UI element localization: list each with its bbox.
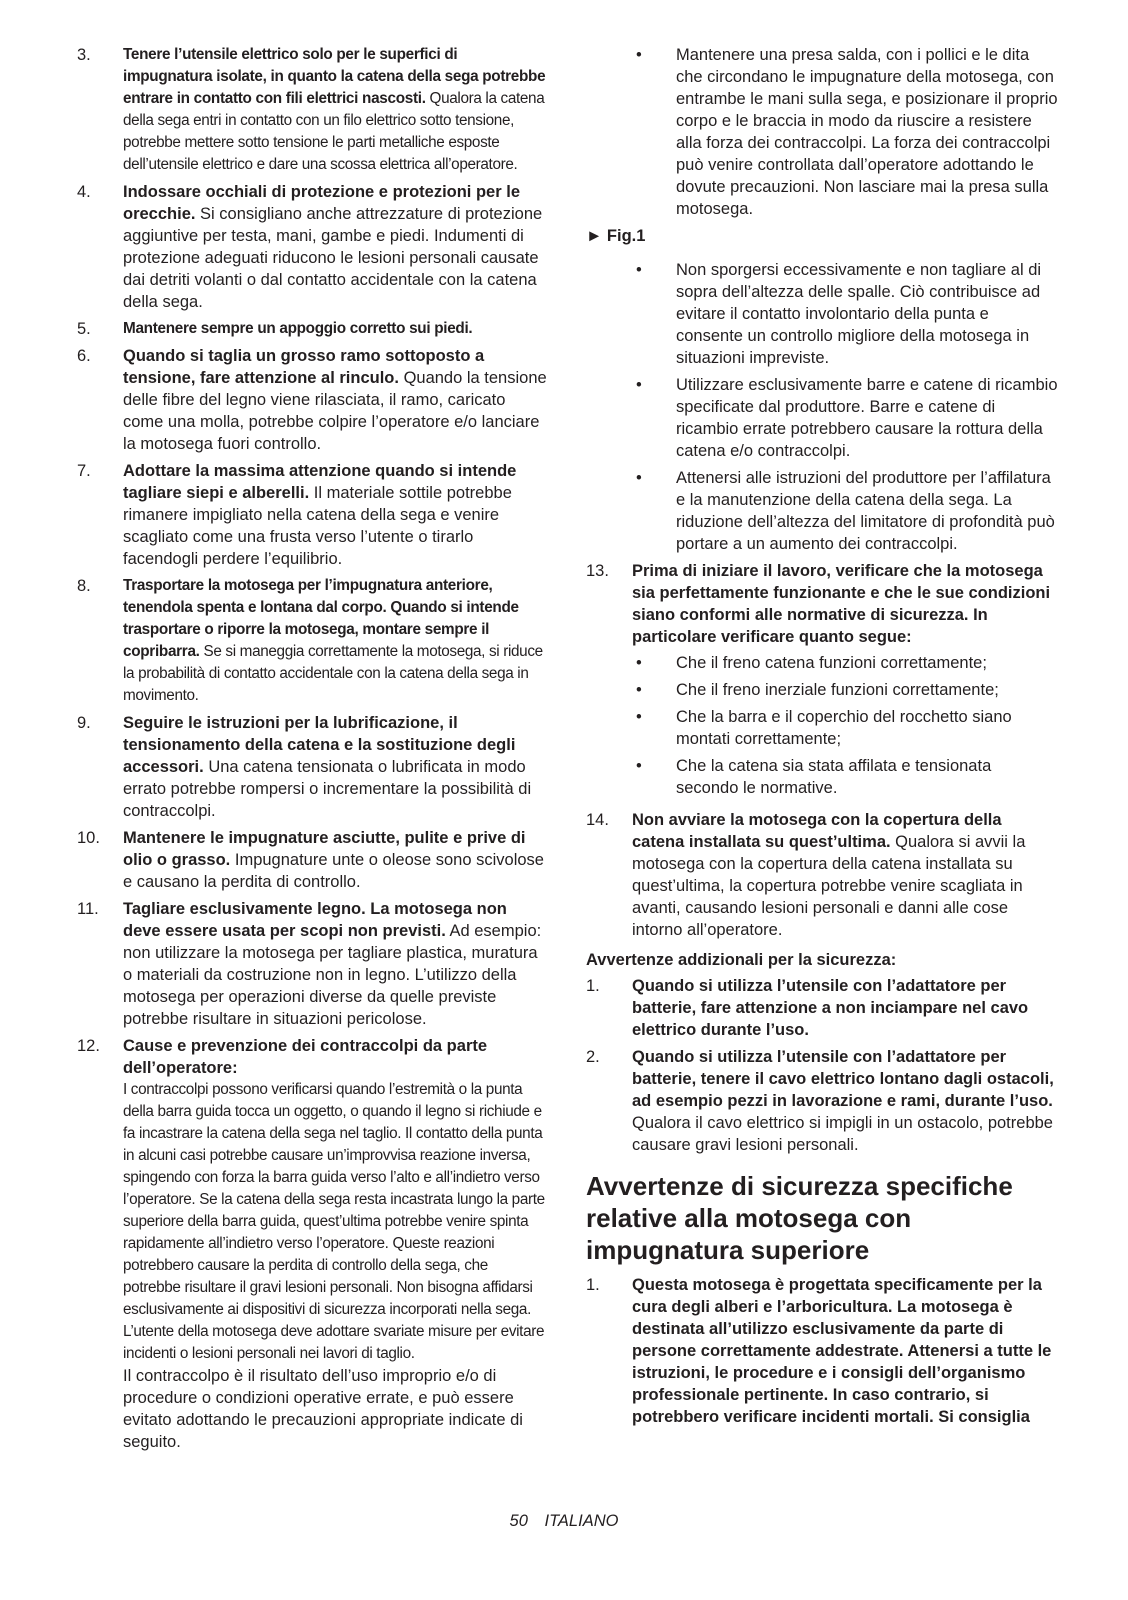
bullet-text: Che la catena sia stata affilata e tensionata secondo le normative. — [676, 757, 992, 797]
item-number: 4. — [77, 183, 91, 201]
list-item-3 — [77, 44, 549, 176]
item-plain: Se si maneggia correttamente la motosega, si riduce la probabilità di contatto accidentale con la catena della sega in movimento. — [123, 643, 543, 704]
item-text — [632, 809, 1058, 941]
list-item-9 — [77, 712, 549, 822]
item-bold: Questa motosega è progettata specificamente per la cura degli alberi e l’arboricultura. La motosega è destinata all’utilizzo esclusivamente da parte di persone correttamente addestrate. Attenersi a tutte le istruzioni, le procedure e i consigli dell’organismo professionale pertinente. In caso contrario, si potrebbero verificare incidenti mortali. Si consiglia — [632, 1276, 1052, 1426]
bullet-dot: • — [636, 681, 642, 699]
item-number: 1. — [586, 1276, 600, 1294]
bullet-text: Che il freno catena funzioni correttamente; — [676, 654, 987, 672]
item-plain: Qualora la catena della sega entri in contatto con un filo elettrico sotto tensione, potrebbe mettere sotto tensione le parti metalliche esposte dell’utensile elettrico e dare una scossa elettrica all’operatore. — [123, 90, 545, 173]
additional-warnings-heading: Avvertenze addizionali per la sicurezza: — [586, 951, 897, 969]
kickback-summary: Il contraccolpo è il risultato dell’uso improprio e/o di procedure o condizioni operative errate, e può essere evitato adottando le precauzioni appropriate indicate di seguito. — [123, 1367, 523, 1451]
bullet-text: Non sporgersi eccessivamente e non tagliare al di sopra dell’altezza delle spalle. Ciò contribuisce ad evitare il contatto involontario della punta e consente un controllo migliore della motosega in situazioni impreviste. — [676, 261, 1042, 367]
item-number: 12. — [77, 1037, 100, 1055]
item-plain: Una catena tensionata o lubrificata in modo errato potrebbe rompersi o incrementare la possibilità di contraccolpi. — [123, 758, 532, 820]
bullet-list-grip — [586, 44, 1058, 220]
item-number: 5. — [77, 320, 91, 338]
bullet-item — [632, 755, 1058, 799]
item-text — [123, 712, 549, 822]
left-column — [77, 44, 549, 1458]
item-bold: Tenere l’utensile elettrico solo per le superfici di impugnatura isolate, in quanto la catena della sega potrebbe entrare in contatto con fili elettrici nascosti. — [123, 46, 546, 107]
bullet-text: Mantenere una presa salda, con i pollici e le dita che circondano le impugnature della motosega, con entrambe le mani sulla sega, e posizionare il proprio corpo e le braccia in modo da riuscire a resistere alla forza dei contraccolpi. La forza dei contraccolpi può venire controllata dall’operatore adottando le dovute precauzioni. Non lasciare mai la presa sulla motosega. — [676, 46, 1058, 218]
bullet-item — [632, 259, 1058, 369]
bullet-item — [632, 44, 1058, 220]
item-bold: Trasportare la motosega per l’impugnatura anteriore, tenendola spenta e lontana dal corpo. Quando si intende trasportare o riporre la motosega, montare sempre il copribarra. — [123, 577, 519, 660]
bullet-item — [632, 652, 1058, 674]
item-bold: Adottare la massima attenzione quando si intende tagliare siepi e alberelli. — [123, 462, 517, 502]
item-plain: Impugnature unte o oleose sono scivolose e causano la perdita di controllo. — [123, 851, 544, 891]
item-number: 10. — [77, 829, 100, 847]
item-number: 14. — [586, 811, 609, 829]
list-item-13 — [586, 560, 1058, 804]
list-item-6 — [77, 345, 549, 455]
bullet-dot: • — [636, 46, 642, 64]
item-bold: Non avviare la motosega con la copertura della catena installata su quest’ultima. — [632, 811, 1002, 851]
item-text — [123, 898, 549, 1030]
item-bold: Quando si utilizza l’utensile con l’adattatore per batterie, tenere il cavo elettrico lontano dagli ostacoli, ad esempio pezzi in lavorazione e rami, durante l’uso. — [632, 1048, 1054, 1110]
item-bold: Cause e prevenzione dei contraccolpi da parte dell’operatore: — [123, 1037, 488, 1077]
item-number: 3. — [77, 46, 91, 64]
item-number: 13. — [586, 562, 609, 580]
bullet-text: Attenersi alle istruzioni del produttore per l’affilatura e la manutenzione della catena della sega. La riduzione dell’altezza del limitatore di profondità può portare a un aumento dei contraccolpi. — [676, 469, 1055, 553]
item-plain: Si consigliano anche attrezzature di protezione aggiuntive per testa, mani, gambe e piedi. Indumenti di protezione adeguati riducono le lesioni personali causate dai detriti volanti o dal contatto accidentale con la catena della sega. — [123, 205, 543, 311]
item-number: 6. — [77, 347, 91, 365]
bullet-item — [632, 374, 1058, 462]
bullet-item — [632, 467, 1058, 555]
page-footer — [0, 1512, 1128, 1531]
item-text — [632, 1046, 1058, 1156]
bullet-dot: • — [636, 376, 642, 394]
figure-reference: ► Fig.1 — [586, 227, 646, 245]
bullet-dot: • — [636, 757, 642, 775]
item-plain: Qualora il cavo elettrico si impigli in un ostacolo, potrebbe causare gravi lesioni personali. — [632, 1114, 1053, 1154]
item-text — [123, 345, 549, 455]
kickback-paragraph: I contraccolpi possono verificarsi quando l’estremità o la punta della barra guida tocca un oggetto, o quando il legno si richiude e fa incastrare la catena della sega nel taglio. Il contatto della punta in alcuni casi potrebbe causare un’improvvisa reazione inversa, spingendo con forza la barra guida verso l’alto e all’indietro verso l’operatore. Se la catena della sega resta incastrata lungo la parte superiore della barra guida, quest’ultima potrebbe venire spinta rapidamente all’indietro verso l’operatore. Queste reazioni potrebbero causare la perdita di controllo della sega, che potrebbe risultare il gravi lesioni personali. Non bisogna affidarsi esclusivamente ai dispositivi di sicurezza incorporati nella sega. L’utente della motosega deve adottare svariate misure per evitare incidenti o lesioni personali nei lavori di taglio. — [123, 1081, 545, 1362]
item-text — [632, 975, 1058, 1041]
footer-language: ITALIANO — [544, 1512, 619, 1530]
item-text — [123, 318, 549, 340]
item-plain: Il materiale sottile potrebbe rimanere impigliato nella catena della sega e venire scagliato come una frusta verso l’utente o tirarlo facendogli perdere l’equilibrio. — [123, 484, 512, 568]
item-bold: Indossare occhiali di protezione e protezioni per le orecchie. — [123, 183, 520, 223]
list-item-5 — [77, 318, 549, 340]
item-bold: Tagliare esclusivamente legno. La motosega non deve essere usata per scopi non previsti. — [123, 900, 507, 940]
list-item-10 — [77, 827, 549, 893]
additional-item-1 — [586, 975, 1058, 1041]
item-plain: Quando la tensione delle fibre del legno viene rilasciata, il ramo, caricato come una molla, potrebbe colpire l’operatore e/o lanciare la motosega fuori controllo. — [123, 369, 547, 453]
bullet-text: Che il freno inerziale funzioni correttamente; — [676, 681, 999, 699]
item-bold: Quando si taglia un grosso ramo sottoposto a tensione, fare attenzione al rinculo. — [123, 347, 485, 387]
list-item-12 — [77, 1035, 549, 1453]
item-number: 8. — [77, 577, 91, 595]
list-item-8 — [77, 575, 549, 707]
list-item-11 — [77, 898, 549, 1030]
checklist — [632, 652, 1058, 799]
item-text — [123, 827, 549, 893]
item-number: 11. — [77, 900, 99, 918]
bullet-text: Che la barra e il coperchio del rocchetto siano montati correttamente; — [676, 708, 1012, 748]
list-item-7 — [77, 460, 549, 570]
bullet-list-precautions — [586, 259, 1058, 555]
item-text — [123, 460, 549, 570]
list-item-4 — [77, 181, 549, 313]
item-number: 9. — [77, 714, 91, 732]
item-plain: Qualora si avvii la motosega con la copertura della catena installata su quest’ultima, la copertura potrebbe venire scagliata in avanti, causando lesioni personali e danni alle cose intorno all’operatore. — [632, 833, 1026, 939]
bullet-item — [632, 679, 1058, 701]
additional-item-2 — [586, 1046, 1058, 1156]
list-item-14 — [586, 809, 1058, 941]
bullet-dot: • — [636, 708, 642, 726]
section-title: Avvertenze di sicurezza specifiche relative alla motosega con impugnatura superiore — [586, 1171, 1013, 1265]
bullet-dot: • — [636, 469, 642, 487]
item-text — [123, 575, 549, 707]
bullet-item — [632, 706, 1058, 750]
item-text — [632, 1274, 1058, 1428]
item-text — [123, 181, 549, 313]
item-bold: Quando si utilizza l’utensile con l’adattatore per batterie, fare attenzione a non inciampare nel cavo elettrico durante l’uso. — [632, 977, 1029, 1039]
item-bold: Seguire le istruzioni per la lubrificazione, il tensionamento della catena e la sostituzione degli accessori. — [123, 714, 516, 776]
item-number: 1. — [586, 977, 600, 995]
right-column — [586, 44, 1058, 1433]
item-number: 7. — [77, 462, 91, 480]
top-handle-item-1 — [586, 1274, 1058, 1428]
item-bold: Prima di iniziare il lavoro, verificare che la motosega sia perfettamente funzionante e che le sue condizioni siano conformi alle normative di sicurezza. In particolare verificare quanto segue: — [632, 562, 1051, 646]
bullet-dot: • — [636, 261, 642, 279]
item-text — [123, 1035, 549, 1453]
item-text — [632, 560, 1058, 804]
bullet-text: Utilizzare esclusivamente barre e catene di ricambio specificate dal produttore. Barre e catene di ricambio errate potrebbero causare la rottura della catena e/o contraccolpi. — [676, 376, 1058, 460]
item-text — [123, 44, 549, 176]
item-plain: Ad esempio: non utilizzare la motosega per tagliare plastica, muratura o materiali da costruzione non in legno. L’utilizzo della motosega per operazioni diverse da quelle previste potrebbe risultare in situazioni pericolose. — [123, 922, 542, 1028]
item-bold: Mantenere sempre un appoggio corretto sui piedi. — [123, 320, 473, 337]
page-number: 50 — [509, 1512, 528, 1530]
item-number: 2. — [586, 1048, 600, 1066]
bullet-dot: • — [636, 654, 642, 672]
item-bold: Mantenere le impugnature asciutte, pulite e prive di olio o grasso. — [123, 829, 526, 869]
